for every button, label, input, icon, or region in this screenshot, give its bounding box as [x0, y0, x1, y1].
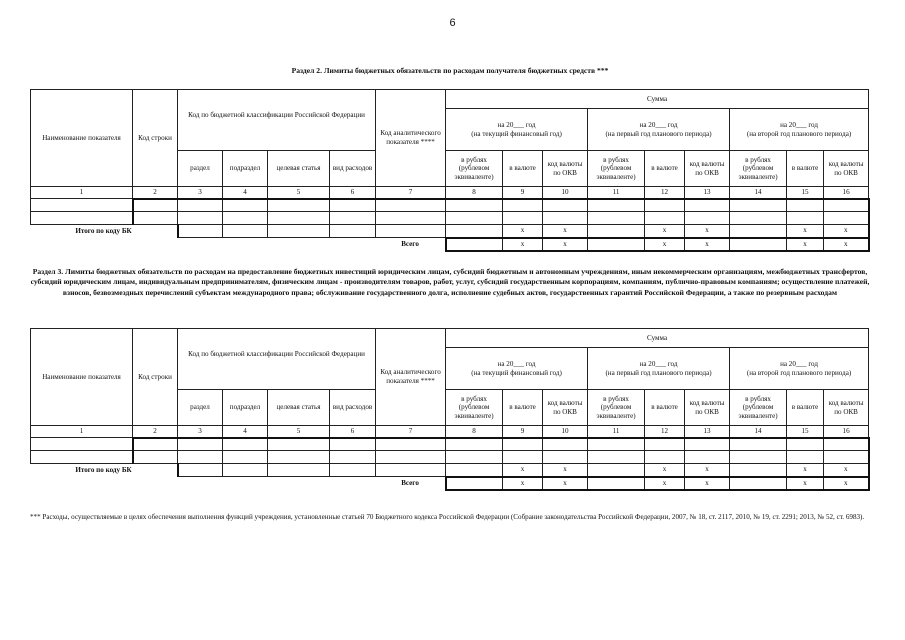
- column-numbers-row: 1 2 3 4 5 6 7 8 9 10 11 12 13 14 15 16: [31, 187, 869, 199]
- total-all-row: Всего х х х х х х: [31, 477, 869, 490]
- header-currency: в валюте: [645, 151, 685, 187]
- header-vid: вид расходов: [330, 151, 376, 187]
- page-number: 6: [449, 17, 456, 29]
- header-okv: код валюты по ОКВ: [685, 151, 730, 187]
- header-bk-group: Код по бюджетной классификации Российской Федерации: [178, 329, 376, 390]
- total-bk-row: Итого по коду БК х х х х х х: [31, 464, 869, 477]
- header-rub: в рублях (рублевом эквиваленте): [730, 390, 787, 426]
- footnote: *** Расходы, осуществляемые в целях обеспечения выполнения функций учреждения, установленные статьей 70 Бюджетного кодекса Российской Федерации (Собрание законодательства Российской Федерации, 2007, № 18, ст. 2117, 2010, № 19, ст. 2291; 2013, № 52, ст. 6983).: [30, 513, 865, 521]
- header-currency: в валюте: [787, 390, 824, 426]
- total-bk-row: Итого по коду БК х х х х х х: [31, 225, 869, 238]
- header-year-second: на 20___ год (на второй год планового периода): [730, 109, 869, 151]
- total-all-label: Всего: [401, 478, 419, 487]
- column-numbers-row: 1 2 3 4 5 6 7 8 9 10 11 12 13 14 15 16: [31, 426, 869, 438]
- section3-table: [30, 328, 870, 491]
- table-row: [31, 212, 869, 225]
- header-currency: в валюте: [645, 390, 685, 426]
- header-bk-group: Код по бюджетной классификации Российской Федерации: [178, 90, 376, 151]
- header-year-second: на 20___ год (на второй год планового периода): [730, 348, 869, 390]
- header-okv: код валюты по ОКВ: [824, 151, 869, 187]
- total-bk-label: Итого по коду БК: [75, 465, 132, 474]
- total-bk-label: Итого по коду БК: [75, 226, 132, 235]
- header-row-code: Код строки: [133, 329, 178, 426]
- header-rub: в рублях (рублевом эквиваленте): [730, 151, 787, 187]
- section2-table: [30, 89, 870, 252]
- header-razdel: раздел: [178, 390, 223, 426]
- header-rub: в рублях (рублевом эквиваленте): [446, 151, 503, 187]
- section3-title: Раздел 3. Лимиты бюджетных обязательств по расходам на предоставление бюджетных инвестиций юридическим лицам, субсидий бюджетным и автономным учреждениям, иным некоммерческим организациям, межбюджетных трансфертов, субсидий юридическим лицам, индивидуальным предпринимателям, физическим лицам - производителям товаров, работ, услуг, субсидий государственным корпорациям, компаниям, публично-правовым компаниям; осуществление платежей, взносов, безвозмездных перечислений субъектам международного права; обслуживание государственного долга, исполнение судебных актов, государственных гарантий Российской Федерации, а также по резервным расходам: [30, 267, 870, 297]
- header-year-current: на 20___ год (на текущий финансовый год): [446, 109, 588, 151]
- table-row: [31, 438, 869, 451]
- header-analytic-code: Код аналитического показателя ****: [376, 329, 446, 426]
- header-rub: в рублях (рублевом эквиваленте): [446, 390, 503, 426]
- header-okv: код валюты по ОКВ: [543, 151, 588, 187]
- header-indicator: Наименование показателя: [31, 90, 133, 187]
- header-analytic-code: Код аналитического показателя ****: [376, 90, 446, 187]
- header-year-first: на 20___ год (на первый год планового периода): [588, 348, 730, 390]
- header-indicator: Наименование показателя: [31, 329, 133, 426]
- total-all-row: Всего х х х х х х: [31, 238, 869, 251]
- header-row-code: Код строки: [133, 90, 178, 187]
- header-podrazdel: подраздел: [223, 151, 268, 187]
- header-okv: код валюты по ОКВ: [543, 390, 588, 426]
- total-all-label: Всего: [401, 239, 419, 248]
- header-sum: Сумма: [446, 90, 869, 109]
- header-currency: в валюте: [787, 151, 824, 187]
- header-rub: в рублях (рублевом эквиваленте): [588, 151, 645, 187]
- header-podrazdel: подраздел: [223, 390, 268, 426]
- header-okv: код валюты по ОКВ: [824, 390, 869, 426]
- header-currency: в валюте: [503, 151, 543, 187]
- header-currency: в валюте: [503, 390, 543, 426]
- header-okv: код валюты по ОКВ: [685, 390, 730, 426]
- header-rub: в рублях (рублевом эквиваленте): [588, 390, 645, 426]
- header-target: целевая статья: [268, 151, 330, 187]
- header-target: целевая статья: [268, 390, 330, 426]
- header-vid: вид расходов: [330, 390, 376, 426]
- header-year-current: на 20___ год (на текущий финансовый год): [446, 348, 588, 390]
- table-row: [31, 199, 869, 212]
- header-year-first: на 20___ год (на первый год планового периода): [588, 109, 730, 151]
- section2-title: Раздел 2. Лимиты бюджетных обязательств по расходам получателя бюджетных средств ***: [291, 66, 609, 75]
- header-sum: Сумма: [446, 329, 869, 348]
- table-row: [31, 451, 869, 464]
- header-razdel: раздел: [178, 151, 223, 187]
